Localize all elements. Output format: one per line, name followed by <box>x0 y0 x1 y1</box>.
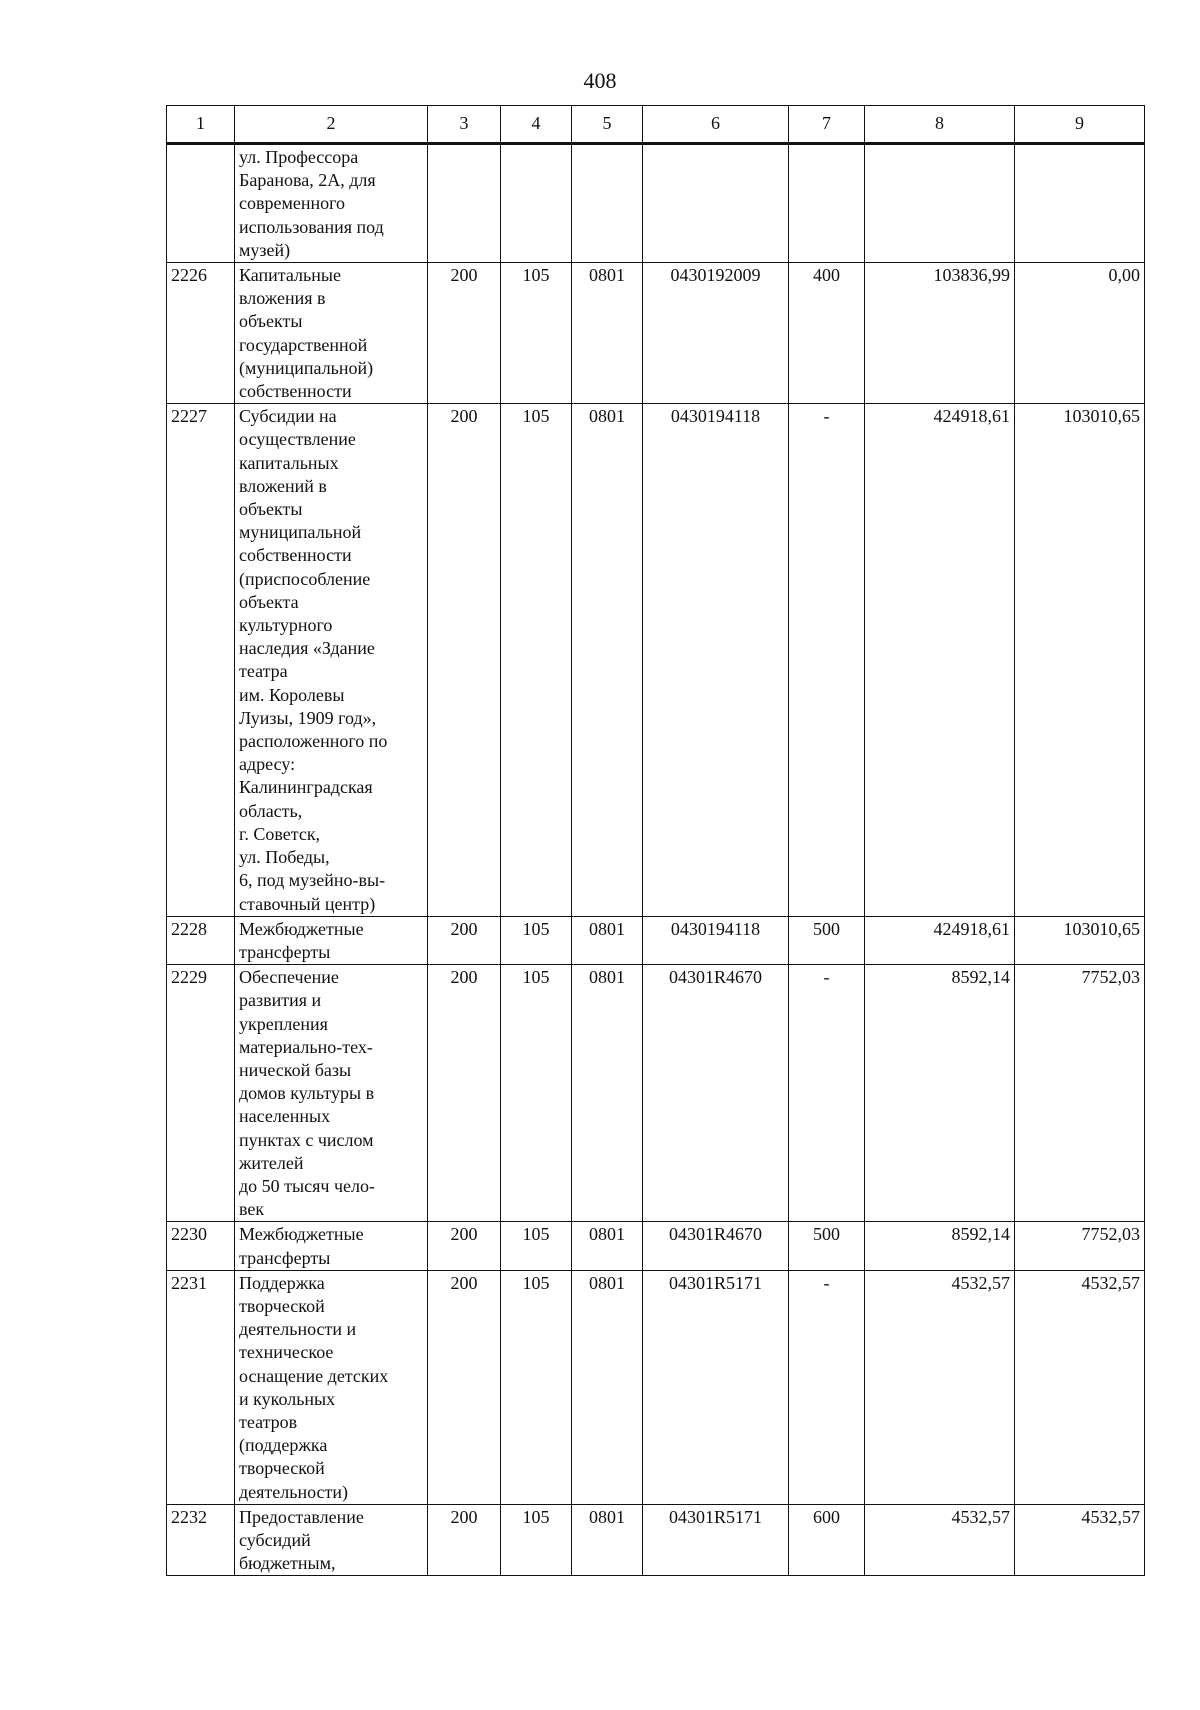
row-name-line: собственности <box>239 545 352 566</box>
row-name-line: ул. Победы, <box>239 847 330 868</box>
row-name-line: ставочный центр) <box>239 893 376 914</box>
row-name-cell <box>235 916 428 964</box>
table-row <box>167 404 1145 916</box>
row-cell-c5 <box>572 144 643 263</box>
row-name-cell <box>235 1270 428 1504</box>
row-name-line: бюджетным, <box>239 1553 336 1574</box>
row-cell-c8: 8592,14 <box>865 965 1015 1222</box>
row-cell-c6: 04301R4670 <box>643 1222 789 1270</box>
row-name-line: ул. Профессора <box>239 147 359 167</box>
header-row <box>167 106 1145 144</box>
row-cell-c8: 424918,61 <box>865 404 1015 916</box>
row-cell-c8: 4532,57 <box>865 1270 1015 1504</box>
row-name-line: до 50 тысяч чело- <box>239 1175 375 1196</box>
row-cell-c3: 200 <box>428 1270 501 1504</box>
row-cell-c5: 0801 <box>572 1504 643 1576</box>
row-cell-c7: - <box>789 1270 865 1504</box>
row-name-line: развития и <box>239 990 322 1011</box>
column-header: 2 <box>235 106 428 144</box>
row-name-line: жителей <box>239 1152 304 1173</box>
row-name-cell <box>235 404 428 916</box>
row-name-line: трансферты <box>239 1247 331 1268</box>
row-cell-c4: 105 <box>501 1222 572 1270</box>
row-cell-c9 <box>1015 144 1145 263</box>
row-name-line: вложений в <box>239 475 327 496</box>
row-name-line: г. Советск, <box>239 823 321 844</box>
row-name-line: (поддержка <box>239 1435 328 1456</box>
row-name-line: населенных <box>239 1106 331 1127</box>
row-number-cell: 2230 <box>167 1222 235 1270</box>
row-name-line: осуществление <box>239 429 356 450</box>
row-cell-c8: 424918,61 <box>865 916 1015 964</box>
row-name-line: (муниципальной) <box>239 357 374 378</box>
column-header: 5 <box>572 106 643 144</box>
row-name-cell <box>235 263 428 404</box>
column-header: 7 <box>789 106 865 144</box>
row-number-cell: 2231 <box>167 1270 235 1504</box>
row-number-cell <box>167 144 235 263</box>
row-name-line: театра <box>239 661 288 682</box>
row-cell-c3: 200 <box>428 1222 501 1270</box>
row-cell-c9: 4532,57 <box>1015 1270 1145 1504</box>
row-cell-c6: 0430194118 <box>643 916 789 964</box>
column-header: 3 <box>428 106 501 144</box>
row-name-cell <box>235 1222 428 1270</box>
row-number-cell: 2229 <box>167 965 235 1222</box>
row-name-line: использования под <box>239 216 384 237</box>
row-name-line: субсидий <box>239 1529 311 1550</box>
row-cell-c6: 0430194118 <box>643 404 789 916</box>
row-cell-c4: 105 <box>501 404 572 916</box>
row-cell-c4: 105 <box>501 263 572 404</box>
row-cell-c5: 0801 <box>572 263 643 404</box>
column-header: 8 <box>865 106 1015 144</box>
column-header: 9 <box>1015 106 1145 144</box>
table-row <box>167 144 1145 263</box>
row-cell-c3 <box>428 144 501 263</box>
row-name-line: (приспособление <box>239 568 371 589</box>
row-cell-c5: 0801 <box>572 1222 643 1270</box>
row-name-line: и кукольных <box>239 1388 336 1409</box>
row-cell-c6: 04301R4670 <box>643 965 789 1222</box>
row-name-line: Калининградская <box>239 777 373 798</box>
row-name-line: Капитальные <box>239 265 341 286</box>
row-cell-c3: 200 <box>428 1504 501 1576</box>
row-number-cell: 2226 <box>167 263 235 404</box>
row-cell-c3: 200 <box>428 916 501 964</box>
row-name-line: Обеспечение <box>239 967 339 988</box>
row-name-line: театров <box>239 1411 298 1432</box>
row-name-line: домов культуры в <box>239 1083 375 1104</box>
row-name-line: оснащение детских <box>239 1365 389 1386</box>
row-cell-c8: 8592,14 <box>865 1222 1015 1270</box>
row-cell-c5: 0801 <box>572 404 643 916</box>
row-name-line: адресу: <box>239 754 296 775</box>
row-cell-c4: 105 <box>501 1270 572 1504</box>
row-name-line: нической базы <box>239 1059 352 1080</box>
row-name-line: творческой <box>239 1458 325 1479</box>
row-name-line: Предоставление <box>239 1506 364 1527</box>
row-cell-c7: 600 <box>789 1504 865 1576</box>
row-cell-c5: 0801 <box>572 1270 643 1504</box>
row-name-line: муниципальной <box>239 522 362 543</box>
row-name-line: объекты <box>239 499 303 520</box>
row-cell-c7: 400 <box>789 263 865 404</box>
row-name-line: Межбюджетные <box>239 918 364 939</box>
row-cell-c4: 105 <box>501 916 572 964</box>
row-cell-c9: 7752,03 <box>1015 1222 1145 1270</box>
row-cell-c5: 0801 <box>572 965 643 1222</box>
row-cell-c6: 0430192009 <box>643 263 789 404</box>
row-cell-c4: 105 <box>501 965 572 1222</box>
row-cell-c7: 500 <box>789 1222 865 1270</box>
row-name-line: собственности <box>239 381 352 402</box>
row-cell-c7: - <box>789 404 865 916</box>
row-cell-c9: 7752,03 <box>1015 965 1145 1222</box>
row-name-line: музей) <box>239 239 291 260</box>
page-number: 408 <box>583 68 617 93</box>
row-cell-c3: 200 <box>428 404 501 916</box>
row-name-line: наследия «Здание <box>239 638 375 659</box>
row-name-line: объекты <box>239 311 303 332</box>
row-name-line: Баранова, 2А, для <box>239 170 376 191</box>
row-cell-c7 <box>789 144 865 263</box>
row-name-line: техническое <box>239 1342 334 1363</box>
row-name-line: объекта <box>239 591 299 612</box>
row-cell-c5: 0801 <box>572 916 643 964</box>
budget-table <box>166 105 1145 1576</box>
row-name-line: пунктах с числом <box>239 1129 374 1150</box>
row-name-line: вложения в <box>239 288 326 309</box>
row-name-line: укрепления <box>239 1013 328 1034</box>
table-row <box>167 916 1145 964</box>
row-name-line: 6, под музейно-вы- <box>239 870 386 891</box>
row-cell-c3: 200 <box>428 263 501 404</box>
row-name-cell <box>235 1504 428 1576</box>
row-name-line: расположенного по <box>239 731 388 752</box>
row-name-line: Субсидии на <box>239 406 337 427</box>
row-cell-c8: 103836,99 <box>865 263 1015 404</box>
table-row <box>167 263 1145 404</box>
column-header: 4 <box>501 106 572 144</box>
row-name-line: им. Королевы <box>239 684 345 705</box>
row-number-cell: 2227 <box>167 404 235 916</box>
row-cell-c9: 0,00 <box>1015 263 1145 404</box>
row-cell-c6: 04301R5171 <box>643 1270 789 1504</box>
row-number-cell: 2232 <box>167 1504 235 1576</box>
row-name-line: государственной <box>239 334 368 355</box>
table-row <box>167 1222 1145 1270</box>
row-cell-c3: 200 <box>428 965 501 1222</box>
row-number-cell: 2228 <box>167 916 235 964</box>
row-cell-c8: 4532,57 <box>865 1504 1015 1576</box>
row-name-line: область, <box>239 800 303 821</box>
row-name-line: творческой <box>239 1295 325 1316</box>
row-cell-c7: - <box>789 965 865 1222</box>
row-cell-c9: 4532,57 <box>1015 1504 1145 1576</box>
row-name-line: Поддержка <box>239 1272 325 1293</box>
row-name-line: деятельности и <box>239 1319 357 1340</box>
row-cell-c9: 103010,65 <box>1015 404 1145 916</box>
row-name-line: материально-тех- <box>239 1036 373 1057</box>
row-name-line: век <box>239 1199 265 1220</box>
table-row <box>167 965 1145 1222</box>
row-name-line: Луизы, 1909 год», <box>239 707 377 728</box>
row-name-line: современного <box>239 193 346 214</box>
row-name-line: капитальных <box>239 452 339 473</box>
row-cell-c4: 105 <box>501 1504 572 1576</box>
table-row <box>167 1504 1145 1576</box>
row-cell-c6 <box>643 144 789 263</box>
row-cell-c9: 103010,65 <box>1015 916 1145 964</box>
column-header: 6 <box>643 106 789 144</box>
row-cell-c4 <box>501 144 572 263</box>
row-name-line: трансферты <box>239 941 331 962</box>
row-name-cell <box>235 144 428 263</box>
column-header: 1 <box>167 106 235 144</box>
table-row <box>167 1270 1145 1504</box>
row-cell-c8 <box>865 144 1015 263</box>
row-name-cell <box>235 965 428 1222</box>
row-name-line: Межбюджетные <box>239 1224 364 1245</box>
row-name-line: деятельности) <box>239 1481 349 1502</box>
row-cell-c6: 04301R5171 <box>643 1504 789 1576</box>
row-cell-c7: 500 <box>789 916 865 964</box>
row-name-line: культурного <box>239 615 333 636</box>
